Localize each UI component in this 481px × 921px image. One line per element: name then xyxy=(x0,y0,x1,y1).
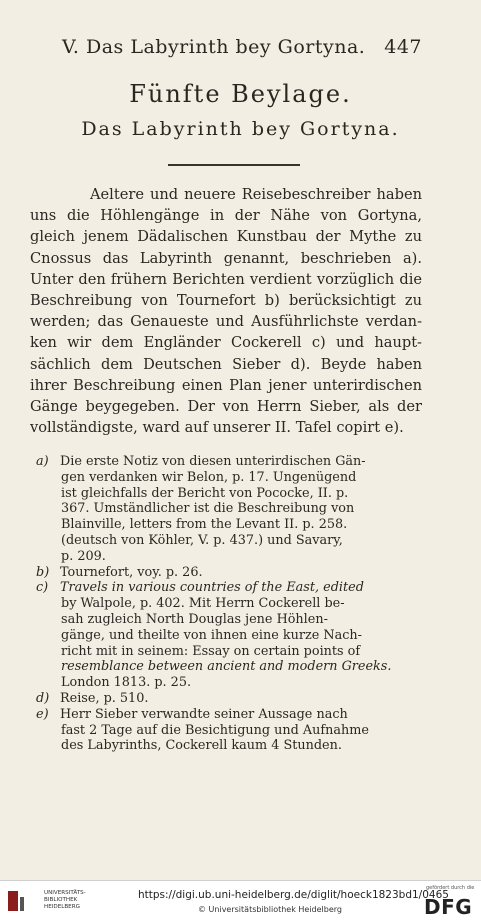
library-name: UNIVERSITÄTS- BIBLIOTHEK HEIDELBERG xyxy=(44,890,86,910)
footnote-line: Die erste Notiz von diesen unterirdischen Gän- xyxy=(60,454,366,469)
page-number: 447 xyxy=(384,36,422,58)
footnote-c xyxy=(36,580,420,691)
footnote-line: London 1813. p. 25. xyxy=(61,675,192,691)
body-line: sächlich dem Deutschen Sieber d). Beyde haben xyxy=(30,355,422,373)
appendix-title: Fünfte Beylage. xyxy=(129,80,352,108)
body-line: ken wir dem Engländer Cockerell c) und haupt- xyxy=(30,334,422,352)
footnote-line: by Walpole, p. 402. Mit Herrn Cockerell be- xyxy=(61,596,345,612)
footnote-line: gänge, und theilte von ihnen eine kurze Nach- xyxy=(61,627,362,643)
footnote-line: Travels in various countries of the East, edited xyxy=(60,580,364,596)
body-line: uns die Höhlengänge in der Nähe von Gortyna, xyxy=(30,207,422,225)
title-rule xyxy=(168,164,300,166)
footnote-line: (deutsch von Köhler, V. p. 437.) und Savary, xyxy=(61,532,343,548)
footnote-mark: e) xyxy=(36,706,49,722)
footnote-d xyxy=(36,691,420,707)
footnote-line: fast 2 Tage auf die Besichtigung und Aufnahme xyxy=(61,722,369,738)
footnote-line: gen verdanken wir Belon, p. 17. Ungenügend xyxy=(61,469,357,485)
footnote-line: sah zugleich North Douglas jene Höhlen- xyxy=(61,611,328,627)
running-head xyxy=(62,36,422,58)
viewer-footer xyxy=(0,880,481,921)
library-logo-icon xyxy=(6,889,44,913)
footnote-line: Tournefort, voy. p. 26. xyxy=(60,564,203,580)
footnote-line: des Labyrinths, Cockerell kaum 4 Stunden. xyxy=(61,738,342,754)
funded-by-label: gefördert durch die xyxy=(426,885,475,891)
body-paragraph xyxy=(30,184,422,438)
footnote-line: Herr Sieber verwandte seiner Aussage nach xyxy=(60,706,348,722)
footnote-line: p. 209. xyxy=(61,548,106,564)
running-head-title: V. Das Labyrinth bey Gortyna. xyxy=(62,36,366,58)
body-line: gleich jenem Dädalischen Kunstbau der Mythe zu xyxy=(30,228,422,246)
body-line: Cnossus das Labyrinth genannt, beschrieben a). xyxy=(30,249,422,267)
footnote-mark: c) xyxy=(36,580,49,596)
footnote-line: richt mit in seinem: Essay on certain points of xyxy=(61,643,361,659)
footnotes xyxy=(36,454,420,754)
footnote-line: resemblance between ancient and modern Greeks. xyxy=(61,659,392,675)
appendix-subtitle: Das Labyrinth bey Gortyna. xyxy=(81,118,400,140)
footnote-a xyxy=(36,454,420,565)
dfg-logo: DFG xyxy=(424,895,473,919)
footnote-mark: d) xyxy=(36,690,50,706)
footnote-line: Reise, p. 510. xyxy=(60,690,149,706)
footnote-line: 367. Umständlicher ist die Beschreibung von xyxy=(61,501,355,517)
footnote-mark: b) xyxy=(36,564,50,580)
footnote-mark: a) xyxy=(36,454,49,469)
footnote-b xyxy=(36,565,420,581)
body-line: werden; das Genaueste und Ausführlichste verdan- xyxy=(30,313,422,331)
body-line: ihrer Beschreibung einen Plan jener unterirdischen xyxy=(30,376,422,394)
copyright: © Universitätsbibliothek Heidelberg xyxy=(198,905,343,914)
permalink[interactable]: https://digi.ub.uni-heidelberg.de/diglit/hoeck1823bd1/0465 xyxy=(138,889,449,901)
footnote-line: ist gleichfalls der Bericht von Pococke, II. p. xyxy=(61,485,349,501)
body-line: vollständigste, ward auf unserer II. Tafel copirt e). xyxy=(30,419,404,437)
footnote-line: Blainville, letters from the Levant II. p. 258. xyxy=(61,517,348,533)
body-line: Aeltere und neuere Reisebeschreiber haben xyxy=(90,186,422,203)
body-line: Unter den frühern Berichten verdient vorzüglich die xyxy=(30,270,422,288)
footnote-e xyxy=(36,707,420,754)
body-line: Beschreibung von Tournefort b) berücksichtigt zu xyxy=(30,292,422,310)
body-line: Gänge beygegeben. Der von Herrn Sieber, als der xyxy=(30,398,422,416)
